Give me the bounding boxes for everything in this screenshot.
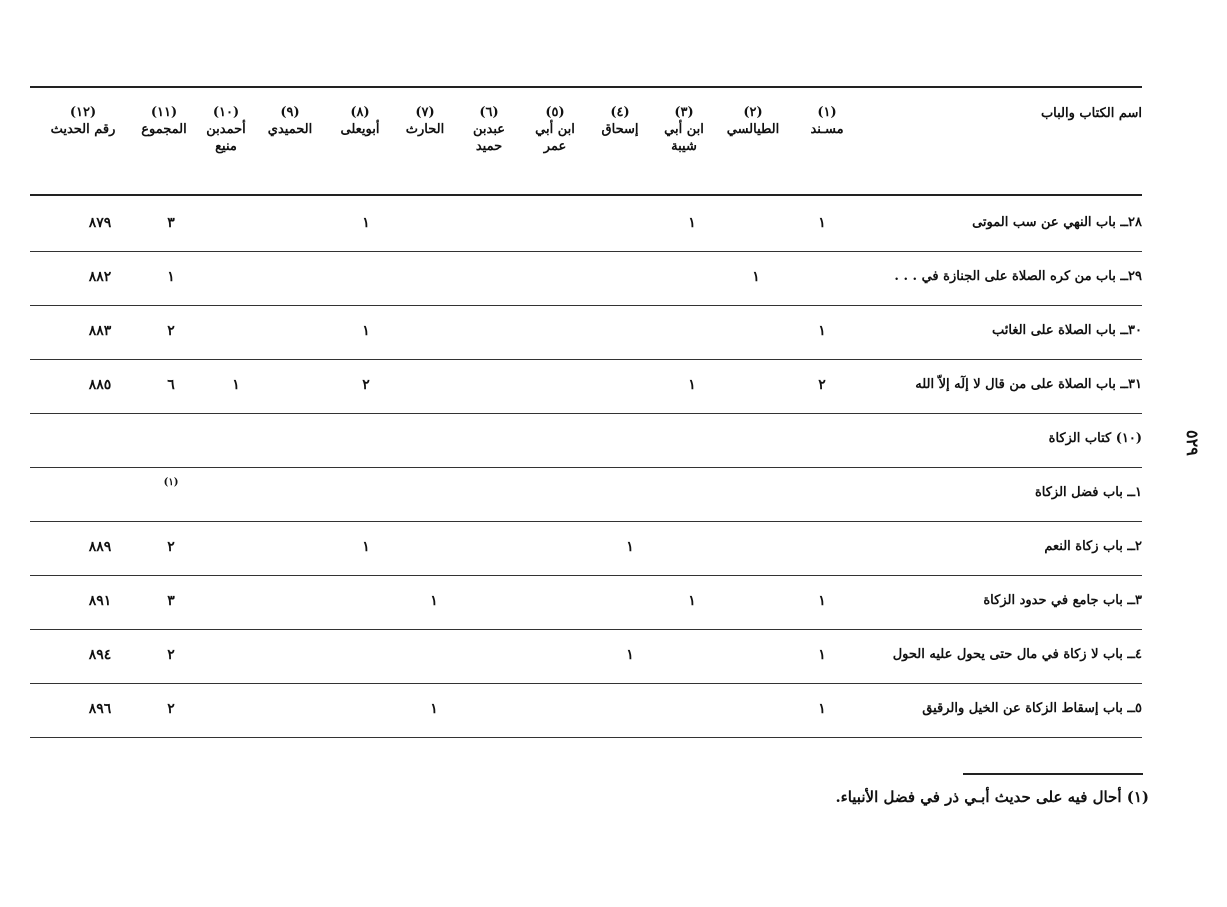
cell-c3: ١ bbox=[688, 215, 696, 231]
row-label: ٥ــ باب إسقاط الزكاة عن الخيل والرقيق bbox=[922, 701, 1142, 716]
header-col-7: (٧) الحارث bbox=[405, 105, 445, 137]
header-col-4: (٤) إسحاق bbox=[601, 105, 639, 137]
header-col-8: (٨) أبويعلى bbox=[340, 105, 380, 137]
table-row bbox=[30, 521, 1142, 576]
cell-c8: ٢ bbox=[362, 377, 370, 393]
header-title-col: اسم الكتاب والباب bbox=[1040, 106, 1142, 121]
cell-c12: ٨٨٩ bbox=[88, 539, 112, 555]
table-row bbox=[30, 575, 1142, 630]
cell-c11: ٢ bbox=[167, 701, 175, 717]
row-label: ٢٨ــ باب النهي عن سب الموتى bbox=[972, 215, 1142, 230]
cell-c8: ١ bbox=[362, 215, 370, 231]
table-row bbox=[30, 197, 1142, 252]
row-label: ٢ــ باب زكاة النعم bbox=[1044, 539, 1142, 554]
cell-c11: ٢ bbox=[167, 323, 175, 339]
cell-c1: ١ bbox=[818, 647, 826, 663]
row-label: ٤ــ باب لا زكاة في مال حتى يحول عليه الحول bbox=[892, 647, 1142, 662]
cell-c7: ١ bbox=[430, 701, 438, 717]
cell-c11: ٣ bbox=[167, 593, 175, 609]
table-header bbox=[30, 92, 1142, 192]
cell-c7: ١ bbox=[430, 593, 438, 609]
table-header-rule bbox=[30, 194, 1142, 196]
footnote-rule bbox=[963, 773, 1143, 775]
table-row bbox=[30, 629, 1142, 684]
cell-c3: ١ bbox=[688, 377, 696, 393]
cell-c1: ٢ bbox=[818, 377, 826, 393]
header-col-6: (٦) عبدبن حميد bbox=[472, 105, 506, 154]
cell-c1: ١ bbox=[818, 323, 826, 339]
cell-c12: ٨٩١ bbox=[88, 593, 112, 609]
cell-c12: ٨٨٢ bbox=[88, 269, 112, 285]
table-row bbox=[30, 305, 1142, 360]
row-label: ١ــ باب فضل الزكاة bbox=[1034, 485, 1142, 500]
cell-c1: ١ bbox=[818, 215, 826, 231]
cell-c11: ٦ bbox=[167, 377, 175, 393]
cell-c12: ٨٩٤ bbox=[88, 647, 112, 663]
table-row bbox=[30, 467, 1142, 522]
header-col-3: (٣) ابن أبي شيبة bbox=[664, 105, 704, 154]
row-label: ٢٩ــ باب من كره الصلاة على الجنازة في . . . bbox=[894, 269, 1142, 284]
cell-c11: ٢ bbox=[167, 539, 175, 555]
table-row bbox=[30, 359, 1142, 414]
cell-c10: ١ bbox=[232, 377, 240, 393]
cell-c11: ١ bbox=[167, 269, 175, 285]
cell-c1: ١ bbox=[818, 593, 826, 609]
table-row bbox=[30, 683, 1142, 738]
cell-c2: ١ bbox=[752, 269, 760, 285]
header-col-9: (٩) الحميدي bbox=[267, 105, 313, 137]
row-label: ٣٠ــ باب الصلاة على الغائب bbox=[991, 323, 1142, 338]
cell-c8: ١ bbox=[362, 323, 370, 339]
cell-c8: ١ bbox=[362, 539, 370, 555]
header-col-12: (١٢) رقم الحديث bbox=[50, 105, 116, 137]
cell-c12: ٨٧٩ bbox=[88, 215, 112, 231]
header-col-11: (١١) المجموع bbox=[141, 105, 187, 137]
header-col-5: (٥) ابن أبي عمر bbox=[535, 105, 575, 154]
row-label: ٣ــ باب جامع في حدود الزكاة bbox=[983, 593, 1142, 608]
header-col-10: (١٠) أحمدبن منيع bbox=[206, 105, 246, 154]
row-label: (١٠) كتاب الزكاة bbox=[1048, 431, 1142, 446]
footnote-text: (١) أحال فيه على حديث أبـي ذر في فضل الأنبياء. bbox=[835, 788, 1149, 806]
cell-c4: ١ bbox=[626, 647, 634, 663]
cell-c4: ١ bbox=[626, 539, 634, 555]
cell-c1: ١ bbox=[818, 701, 826, 717]
cell-c3: ١ bbox=[688, 593, 696, 609]
page-number: ٥٢٩ bbox=[1183, 430, 1202, 456]
table-row bbox=[30, 413, 1142, 468]
cell-c11: ٢ bbox=[167, 647, 175, 663]
cell-c12: ٨٨٣ bbox=[88, 323, 112, 339]
footnote-marker: (١) bbox=[163, 477, 179, 488]
header-col-1: (١) مسـند bbox=[810, 105, 844, 137]
cell-c12: ٨٨٥ bbox=[88, 377, 112, 393]
table-row bbox=[30, 251, 1142, 306]
cell-c12: ٨٩٦ bbox=[88, 701, 112, 717]
cell-c11: ٣ bbox=[167, 215, 175, 231]
row-label: ٣١ــ باب الصلاة على من قال لا إلٓه إلاّ الله bbox=[915, 377, 1142, 392]
table-top-rule bbox=[30, 86, 1142, 88]
header-col-2: (٢) الطيالسي bbox=[726, 105, 780, 137]
